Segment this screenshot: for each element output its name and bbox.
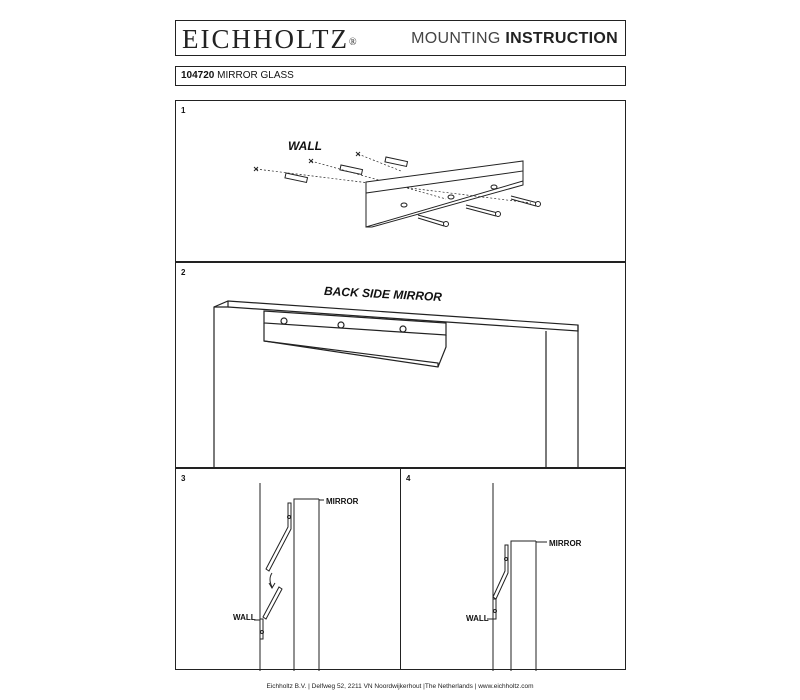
product-name: MIRROR GLASS bbox=[217, 70, 294, 81]
step-1-number: 1 bbox=[181, 106, 186, 115]
step-4-mirror-label: MIRROR bbox=[549, 539, 582, 548]
title-bold: INSTRUCTION bbox=[505, 30, 618, 47]
step-3-mirror-label: MIRROR bbox=[326, 497, 359, 506]
brand-name: EICHHOLTZ bbox=[182, 24, 349, 54]
step-4-wall-label: WALL bbox=[466, 614, 489, 623]
step-4-panel bbox=[400, 468, 626, 670]
step-2-number: 2 bbox=[181, 268, 186, 277]
step-2-panel bbox=[175, 262, 626, 468]
step-4-number: 4 bbox=[406, 474, 411, 483]
step-2-illustration bbox=[176, 263, 627, 469]
footer-address: Eichholtz B.V. | Delfweg 52, 2211 VN Noordwijkerhout |The Netherlands | www.eichholtz.com bbox=[266, 683, 534, 690]
step-3-wall-label: WALL bbox=[233, 613, 256, 622]
step-2-back-side-label: BACK SIDE MIRROR bbox=[323, 283, 443, 305]
header-box bbox=[175, 20, 626, 56]
step-1-wall-label: WALL bbox=[288, 139, 322, 153]
step-3-panel bbox=[175, 468, 401, 670]
registered-mark: ® bbox=[349, 37, 357, 48]
step-3-illustration bbox=[176, 469, 402, 671]
document-title bbox=[411, 30, 618, 48]
step-1-illustration bbox=[176, 101, 627, 263]
step-1-panel bbox=[175, 100, 626, 262]
brand-logo bbox=[182, 23, 357, 55]
step-4-illustration bbox=[401, 469, 627, 671]
product-line bbox=[175, 66, 626, 86]
step-3-number: 3 bbox=[181, 474, 186, 483]
title-light: MOUNTING bbox=[411, 30, 501, 47]
product-code: 104720 bbox=[181, 70, 215, 81]
